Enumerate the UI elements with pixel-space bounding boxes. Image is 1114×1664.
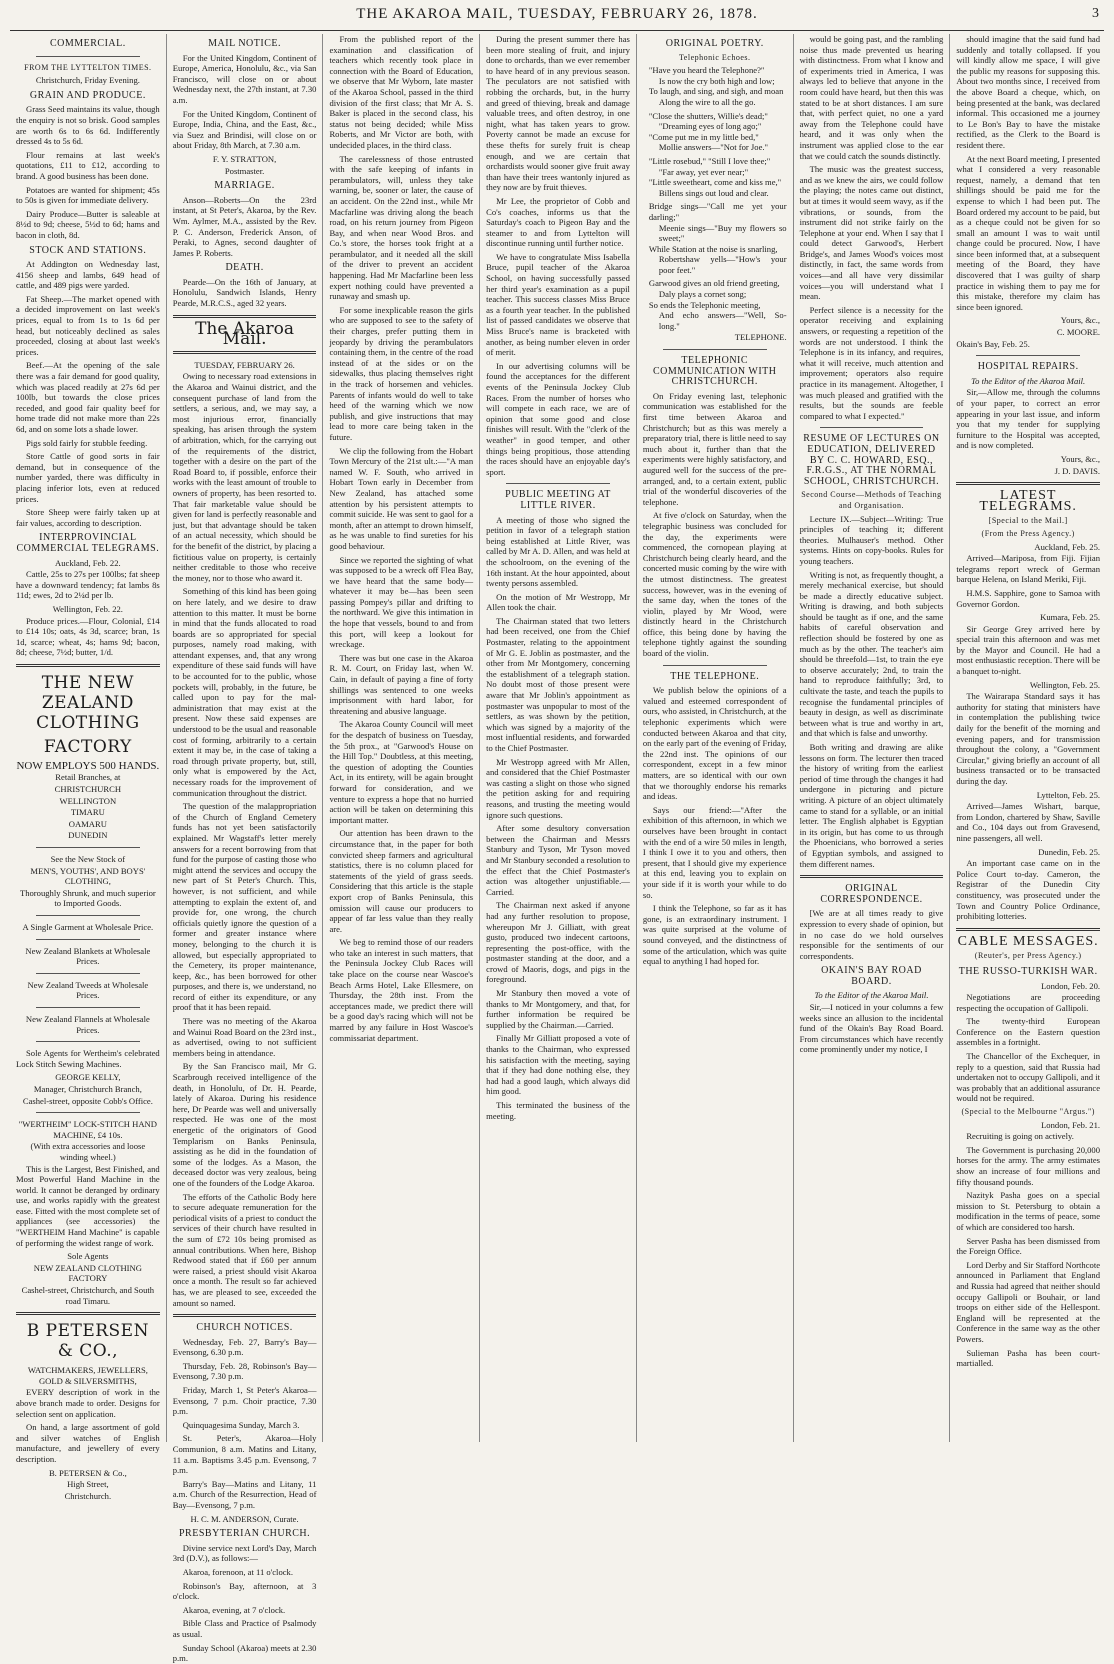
paragraph: Mr Westropp agreed with Mr Allen, and considered that the Chief Postmaster was casting a slight on those who signed the petition asking for and requiring reasons, and trusting the meeting would ignore such questions. [486, 756, 630, 820]
signature: Okain's Bay, Feb. 25. [956, 338, 1030, 349]
paragraph: The Akaroa County Council will meet for the despatch of business on Tuesday, the 5th prox., at "Garwood's House on the Hill Top." Doubtless, at this meeting, the question of adopting the Counties Act, in its entirety, will be again brought forward for consideration, and we venture to express a hope that no hurried action will be taken on determining this important matter. [329, 719, 474, 825]
ad-line: Thoroughly Shrunk, and much superior to Imported Goods. [19, 887, 156, 909]
paragraph: Sulieman Pasha has been court-martialled. [956, 1347, 1101, 1369]
signature: H. C. M. ANDERSON, Curate. [190, 1513, 299, 1524]
ad-line: Retail Branches, at [55, 772, 121, 783]
paragraph: The Chancellor of the Exchequer, in reply to a question, said that Russia had undertaken not to occupy Gallipoli, and it was probably that an additional assurance would not be required. [956, 1051, 1101, 1104]
columns [10, 34, 1106, 1664]
paragraph: would be going past, and the rambling noise thus made prevented us hearing with distinctness. From what I know and of experiments tried in America, I was always led to believe that anyone in the room could have heard, but then this was stated to be at short distances. I am sure that, with perfect quiet, no one a yard away from the Telephone could have heard, and it was only when the instrument was applied close to the ear that we could catch the sounds distinctly. [799, 34, 944, 161]
section-heading: GRAIN AND PRODUCE. [29, 89, 146, 101]
source-line: FROM THE LYTTELTON TIMES. [24, 62, 152, 72]
poem-line: Mollie answers—"Not for Joe." [658, 142, 769, 153]
section-heading: THE TELEPHONE. [670, 670, 760, 682]
section-heading: LATEST TELEGRAMS. [979, 488, 1077, 514]
subheading: [Special to the Mail.] [988, 516, 1068, 526]
paragraph: Both writing and drawing are alike lessons on form. The lecturer then traced the history of writing from the earliest period of time through the changes it had undergone in picturing and picture writing. A picture of an object ultimately came to stand for a syllable, or an initial letter. The English alphabet is Egyptian in its origin, but has come to us through the Phoenicians, who borrowed a series of Egyptian symbols, and assigned to them different names. [799, 742, 944, 869]
paragraph: Writing is not, as frequently thought, a merely mechanical exercise, but should be made a directly educative subject. Writing is drawing, and both subjects should be taught as if one, and the same habits of careful observation and reflection should be fostered by one as much as by the other. The teacher's aim should be threefold—1st, to train the eye to observe accurately; 2nd, to train the hand to reproduce faithfully; 3rd, to cultivate the taste, and teach the pupils to recognise the fundamental principles of beauty in design, as well as discriminate between what is true and worthy in art, and that which is false and unworthy. [799, 569, 944, 739]
poem-line: While Station at the noise is snarling, [648, 243, 778, 254]
signature: TELEPHONE. [734, 332, 787, 343]
column-6 [794, 34, 951, 1442]
section-heading: ORIGINAL POETRY. [665, 38, 764, 49]
paragraph: For the United Kingdom, Continent of Europe, India, China, and the East, &c., via Suez and Brindisi, will close on or about Friday, 8th March, at 7.30 a.m. [172, 108, 317, 151]
signature: C. MOORE. [1056, 327, 1101, 338]
paragraph: We beg to remind those of our readers who take an interest in such matters, that the Peninsula Jockey Club Races will take place on the course near Wascoe's Beach Arms Hotel, Lake Ellesmere, on Thursday, the 28th inst. From the acceptances made, we predict there will be a good day's racing which will not be marred by any failure in Host Wascoe's commissariat department. [329, 937, 474, 1043]
dateline: Wellington, Feb. 22. [52, 603, 123, 614]
paragraph: This terminated the business of the meeting. [486, 1100, 630, 1121]
divider [663, 349, 767, 350]
ad-line: Manager, Christchurch Branch, [33, 1083, 142, 1094]
paragraph: During the present summer there has been more stealing of fruit, and injury done to orchards, than we ever remember to have heard of in any previous season. The peculators are not satisfied with robbing the orchards, but, in the hurry and greed of thieving, break and damage valuable trees, and often destroy, in one night, what has taken years to grow. Poverty cannot be made an excuse for these thefts for surely fruit is cheap enough, and we are certain that orchardists would sooner give fruit away than have their trees wantonly injured as they now are by fruit thieves. [486, 34, 630, 193]
column-4 [480, 34, 637, 1442]
divider [36, 915, 140, 916]
letter-address: To the Editor of the Akaroa Mail. [814, 990, 929, 1001]
commercial-heading: COMMERCIAL. [49, 38, 126, 49]
signature: Postmaster. [224, 165, 265, 176]
ad-line: New Zealand Tweeds at Wholesale Prices. [27, 979, 149, 1001]
paragraph: By the San Francisco mail, Mr G. Scarbrough received intelligence of the death, in Honolulu, of Dr. H. Pearde, lately of Akaroa. During his residence here, Dr Pearde was well and universally respected. He was one of the most energetic of the originators of Good Templarism on Banks Peninsula, assisting as he did in the foundation of some of the lodges. As a Mason, the deceased doctor was very zealous, being one of the founders of the Lodge Akaroa. [172, 1061, 317, 1188]
paragraph: Negotiations are proceeding respecting the occupation of Gallipoli. [956, 992, 1101, 1013]
paragraph: On hand, a large assortment of gold and silver watches of English manufacture, and jewellery of every description. [16, 1422, 160, 1464]
dateline: Kumara, Feb. 25. [1040, 612, 1101, 623]
ad-divider [16, 664, 160, 667]
paragraph: Produce prices.—Flour, Colonial, £14 to £14 10s; oats, 4s 3d, scarce; bran, 1s 1d, scarce; wheat, 4s; hams 9d; bacon, 8d; cheese, 7½d; butter, 1/d. [16, 615, 160, 658]
poem-line: "Have you heard the Telephone?" [648, 65, 765, 76]
paragraph: Perfect silence is a necessity for the operator receiving and explaining answers, or requesting a repetition of the words are not understood. I think the Telephone is in its infancy, and requires, what it will receive, much attention and improvement; operators also require practice in its management. Altogether, I was much pleased and gratified with the results, but the sounds are feeble compared to what I expected." [799, 304, 944, 421]
ad-line: Cashel-street, Christchurch, and South road Timaru. [21, 1285, 155, 1306]
ad-line: Sole Agents [67, 1251, 109, 1262]
ad-line: WELLINGTON [59, 795, 117, 806]
paragraph: At Addington on Wednesday last, 4156 sheep and lambs, 649 head of cattle, and 489 pigs were yarded. [16, 259, 160, 291]
paragraph: Finally Mr Gilliatt proposed a vote of thanks to the Chairman, who expressed his satisfaction with the meeting, saying that if they had done nothing else, they had had a good laugh, which always did him good. [486, 1033, 630, 1097]
poem-line: So ends the Telephonic meeting, [648, 299, 761, 310]
section-heading: ORIGINAL CORRESPONDENCE. [820, 883, 923, 905]
dateline: London, Feb. 20. [1041, 980, 1101, 991]
paragraph: In our advertising columns will be found the acceptances for the different events of the Peninsula Jockey Club Races. From the number of horses who will compete in each race, we are of opinion that some good and close finishes will result. With the "clerk of the weather" in good temper, and other things being propitious, those attending the races should have an enjoyable day's sport. [486, 360, 630, 477]
paragraph: Barry's Bay—Matins and Litany, 11 a.m. Church of the Resurrection, Head of Bay—Evensong, 7 p.m. [172, 1478, 317, 1510]
ad-line: (With extra accessories and loose winding wheel.) [30, 1141, 146, 1162]
paragraph: Sole Agents for Wertheim's celebrated Lock Stitch Sewing Machines. [16, 1048, 160, 1069]
poem-title: Telephonic Echoes. [678, 52, 751, 62]
section-heading: HOSPITAL REPAIRS. [977, 361, 1079, 373]
divider [36, 1041, 140, 1042]
divider [800, 875, 944, 878]
paragraph: This is the Largest, Best Finished, and Most Powerful Hand Machine in the world. It cannot be deranged by ordinary use, and works rapidly with the greatest ease. Fitted with the most complete set of appliances (see accessories) the "WERTHEIM Hand Machine" is capable of performing the widest range of work. [16, 1163, 160, 1248]
section-heading: PUBLIC MEETING AT LITTLE RIVER. [505, 489, 611, 511]
paragraph: The Government is purchasing 20,000 horses for the army. The army estimates show an increase of four millions and fifty thousand pounds. [956, 1144, 1101, 1187]
divider [956, 928, 1100, 931]
ad-line: WATCHMAKERS, JEWELLERS, GOLD & SILVERSMITHS, [27, 1365, 148, 1386]
paragraph: Sir,—Allow me, through the columns of your paper, to correct an error appearing in your last issue, and inform you that my tender for supplying furniture to the Hospital was accepted, and is now completed. [956, 387, 1101, 451]
column-3 [323, 34, 480, 1442]
paragraph: I think the Telephone, so far as it has gone, is an extraordinary instrument. I was quite surprised at the volume of sound conveyed, and the distinctness of some of the articulation, which was quite equal to anything I had hoped for. [642, 903, 787, 967]
paragraph: Mr Lee, the proprietor of Cobb and Co's coaches, informs us that the Saturday's coach to Pigeon Bay and the steamer to and from Lyttelton will discontinue running until further notice. [486, 195, 630, 249]
paragraph: At the next Board meeting, I presented what I considered a very reasonable request, namely, a demand that ten shillings should be paid me for the expense to which I had been put. The Board ordered my account to be paid, but as a cheque could not be given for so small an amount I was to wait until change could be procured. Now, I have since been informed that, at a subsequent meeting of the Board, they have discovered that I was guilty of sharp practice in wishing them to pay me for this mistake, therefore my claim has since been ignored. [956, 153, 1101, 312]
paragraph: H.M.S. Sapphire, gone to Samoa with Governor Gordon. [956, 587, 1101, 609]
ad-line: TIMARU [70, 807, 105, 818]
paragraph: Cattle, 25s to 27s per 100lbs; fat sheep have a downward tendency; fat lambs 8s 11d; ewes, 2d to 2¼d per lb. [16, 569, 160, 601]
paragraph: The Chairman stated that two letters had been received, one from the Chief Postmaster, relating to the appointment of Mr G. E. Joblin as postmaster, and the other from Mr Montgomery, concerning the establishment of a telegraph station. No doubt most of those present were aware that Mr Joblin's appointment as postmaster was unpopular to most of the settlers, as was shown by the petition, which was signed by a majority of the most influential residents, and forwarded to the Chief Postmaster. [486, 615, 630, 753]
paragraph: Since we reported the sighting of what was supposed to be a wreck off Flea Bay, we have heard that the same body—whatever it may be—has been seen passing Pompey's pillar and drifting to the northward. We give this intimation in the hope that vessels, bound to and from this port, will keep a lookout for wreckage. [329, 554, 474, 650]
paragraph: Robinson's Bay, afternoon, at 3 o'clock. [172, 1580, 317, 1602]
paragraph: Store Cattle of good sorts in fair demand, but in consequence of the number yarded, there was difficulty in placing inferior lots, even at reduced prices. [16, 451, 160, 504]
paragraph: [We are at all times ready to give expression to every shade of opinion, but in no case do we hold ourselves responsible for the sentiments of our correspondents. [799, 908, 944, 961]
divider [976, 355, 1080, 356]
paragraph: From the published report of the examination and classification of teachers which recently took place in connection with the Board of Education, we observe that Mr Wyborn, late master of the Akaroa School, passed in the third division of the first class; that Mr A. S. Baker is placed in the second class, his status not being decided; while Miss Roberts, and Mr Victor are both, with undecided places, in the third class. [329, 34, 474, 150]
paragraph: Arrived—Mariposa, from Fiji. Fijian telegrams report wreck of German barque Helena, on Island Meriki, Fiji. [956, 553, 1101, 585]
poem-line: And echo answers—"Well, So-long." [658, 310, 787, 331]
paragraph: The question of the malappropriation of the Church of England Cemetery funds has not yet been satisfactorily explained. Mr Wagstaff's letter merely answers for a recent borrowing from that fund for the purpose of casting those who might attend the services and occupy the new part of St Peter's Church. This, however, is not sufficient, and while attempting to explain the extent of, and provide for, one wrong, the church officials quietly ignore the question of a former and greater instance where money, belonging to the church it is allowed, but especially appropriated to the Cemetery, its proper maintenance, keep, &c., has been borrowed for other purposes, and there is, we understand, no record of either its expenditure, or any proof that it has been repaid. [172, 801, 317, 1013]
divider [173, 315, 317, 318]
ad-line: High Street, [67, 1479, 109, 1490]
paragraph: At five o'clock on Saturday, when the telegraphic business was concluded for the day, the experiments were commenced, the cornopean playing at Christchurch being clearly heard, and the concerted music coming by the wire with the utmost distinctness. The greatest success, however, was in the evening of the same day, when the tones of the violin, played by Mr Wood, were distinctly heard in the Christchurch office, this being done by having the telephone tightly against the sounding board of the violin. [642, 510, 787, 659]
divider [36, 847, 140, 848]
paragraph: We clip the following from the Hobart Town Mercury of the 21st ult.:—"A man named W. F. South, who arrived in Hobart Town early in December from New Zealand, has attached some attention by his persistent attempts to commit suicide. He was sent to gaol for a month, after an attempt to drown himself, as he was unable to find sureties for his good behaviour. [329, 445, 474, 551]
divider [36, 1007, 140, 1008]
divider [173, 351, 317, 354]
top-rule [10, 30, 1104, 31]
paragraph: Sir,—I noticed in your columns a few weeks since an allusion to the incidental fund of the Okain's Bay Road Board. From circumstances which have recently come prominently under my notice, I [799, 1002, 944, 1055]
poem-line: Bridge sings—"Call me yet your darling;" [648, 201, 787, 222]
subheading: (Special to the Melbourne "Argus.") [961, 1107, 1095, 1117]
paragraph: Server Pasha has been dismissed from the Foreign Office. [956, 1235, 1101, 1257]
poem-line: "Little sweetheart, come and kiss me," [648, 177, 782, 188]
paragraph: Says our friend:—"After the exhibition of this afternoon, in which we ourselves have been brought in contact with the end of a wire 50 miles in length, I think I owe it to you and others, then present, that I should give my experience at this end, leaving you to explain on your side if it is worth your while to do so. [642, 804, 787, 900]
poem-line: Daly plays a cornet song; [658, 289, 747, 300]
paragraph: Sunday School (Akaroa) meets at 2.30 p.m. [172, 1642, 317, 1664]
ad-title: B PETERSEN & CO., [26, 1321, 149, 1362]
paragraph: Wednesday, Feb. 27, Barry's Bay—Evensong, 6.30 p.m. [172, 1336, 317, 1358]
paragraph: Something of this kind has been going on here lately, and we desire to draw attention to this matter. It must be borne in mind that the funds allocated to road boards are so appropriated for special purposes, namely road making, with attendant expenses, and, that any wrong expenditure of these said funds will have to be accounted for to the public, whose pockets will, probably, in the future, be called upon to pay for the mal-administration that may exist at the present. Now these said expenses are understood to be the usual and reasonable cost of forming, arbitrarily to a certain extent it may be, in the case of taking a road through private property, but, still, only what is empowered by the Act, necessary roads for the improvement of communication throughout the district. [172, 586, 317, 798]
section-heading: INTERPROVINCIAL COMMERCIAL TELEGRAMS. [16, 532, 160, 554]
paragraph: There was no meeting of the Akaroa and Wainui Road Board on the 23rd inst., as advertised, owing to not sufficient members being in attendance. [172, 1016, 317, 1058]
ad-line: New Zealand Flannels at Wholesale Prices. [25, 1013, 150, 1035]
paragraph: After some desultory conversation between the Chairman and Messrs Stanbury and Tyson, Mr Tyson moved and Mr Stanbury seconded a resolution to the effect that the Chief Postmaster's action was altogether unjustifiable.—Carried. [486, 823, 630, 897]
poem-line: "Dreaming eyes of long ago;" [658, 121, 762, 132]
paragraph: A meeting of those who signed the petition in favor of a telegraph station being established at Little River, was called by Mr A. D. Allen, and was held at the schoolroom, on the evening of the 16th instant. At the hour appointed, about twenty persons assembled. [486, 514, 630, 589]
column-2 [167, 34, 324, 1664]
paragraph: Recruiting is going on actively. [966, 1131, 1074, 1142]
poem-line: Along the wire to all the go. [658, 96, 756, 107]
divider [36, 973, 140, 974]
signature: F. Y. STRATTON, [212, 153, 277, 164]
section-heading: PRESBYTERIAN CHURCH. [179, 1528, 311, 1540]
poem-line: To laugh, and sing, and sigh, and moan [648, 86, 784, 97]
ad-line: Cashel-street, opposite Cobb's Office. [22, 1095, 153, 1106]
page-number: 3 [1092, 6, 1100, 21]
paragraph: We publish below the opinions of a valued and esteemed correspondent of ours, who assisted, in Christchurch, at the telephonic experiments which were conducted between Akaroa and that city, on the early part of the evening of Friday, the 22nd inst. The opinions of our correspondent, except in a few minor matters, are so identical with our own that we thoroughly endorse his remarks and ideas. [642, 685, 787, 802]
section-heading: THE RUSSO-TURKISH WAR. [958, 965, 1098, 977]
subheading: (Reuter's, per Press Agency.) [974, 951, 1082, 961]
ad-line: NOW EMPLOYS 500 HANDS. [16, 759, 160, 772]
dateline: Auckland, Feb. 25. [1034, 541, 1101, 552]
divider [36, 939, 140, 940]
paragraph: Friday, March 1, St Peter's Akaroa—Evensong, 7 p.m. Choir practice, 7.30 p.m. [172, 1385, 317, 1417]
paragraph: Fat Sheep.—The market opened with a decided improvement on last week's prices, equal to from 1s to 1s 6d per head, but noticeably declined as sales proceeded, closing at about last week's prices. [16, 293, 160, 357]
paragraph: Store Sheep were fairly taken up at fair values, according to description. [16, 507, 160, 528]
poem-line: Garwood gives an old friend greeting, [648, 278, 780, 289]
paragraph: St. Peter's, Akaroa—Holy Communion, 8 a.m. Matins and Litany, 11 a.m. Baptisms 3.45 p.m. Evensong, 7 p.m. [172, 1433, 317, 1476]
column-7 [950, 34, 1106, 1442]
letter-address: To the Editor of the Akaroa Mail. [971, 375, 1086, 386]
paragraph: Potatoes are wanted for shipment; 45s to 50s is given for immediate delivery. [16, 184, 160, 206]
ad-line: See the New Stock of [50, 854, 126, 865]
ad-line: MEN'S, YOUTHS', AND BOYS' CLOTHING, [30, 865, 146, 887]
poem-line: Billens sings out loud and clear. [658, 187, 769, 198]
paragraph: The twenty-third European Conference on the Eastern question assembles in a fortnight. [956, 1016, 1101, 1048]
paragraph: For some inexplicable reason the girls who are supposed to see to the safety of their charges, prefer putting them in jeopardy by driving the perambulators containing them, in the centre of the road instead of at the sides or on the sidewalks, thus placing themselves right in the track of horsemen and vehicles. Parents of infants would do well to take heed of the warning which we now publish, and give instructions that may lead to more care being taken in the future. [329, 304, 474, 442]
divider [506, 483, 610, 484]
paragraph: An important case came on in the Police Court to-day. Cameron, the Registrar of the Dunedin City constituency, was prosecuted under the Town and Country Police Ordinance, prohibiting lotteries. [956, 858, 1101, 922]
paragraph: Bible Class and Practice of Psalmody as usual. [172, 1618, 317, 1639]
poem-line: "Far away, yet ever near;" [658, 166, 749, 177]
dateline: Dunedin, Feb. 25. [1038, 846, 1101, 857]
paragraph: Beef.—At the opening of the sale there was a fair demand for good quality, which was placed readily at 27s 6d per 100lb, but towards the close prices receded, and good fair quality beef for home trade did not make more than 22s 6d, and on some lots a shade lower. [16, 360, 160, 434]
paragraph: Owing to necessary road extensions in the Akaroa and Wainui district, and the consequent purchase of land from the settlers, a serious, and, we may say, a most injurious error, financially speaking, has arisen through the system of arbitration, which, for the carrying out of the requirements of the district, together with a desire on the part of the Road Board to, if possible, enforce their works with the least amount of trouble to owners of property, has been resorted to. That fair marketable value should be given for land is perfectly reasonable and just, but that advantage should be taken of an actual necessity, which should be for the benefit of the district, by placing a fictitious value on property, is certainly neither creditable to those who receive the money, nor to those who award it. [172, 371, 317, 583]
ad-line: CHRISTCHURCH [54, 784, 122, 795]
newspaper-logo: The Akaroa Mail. [195, 318, 295, 350]
ad-line: New Zealand Blankets at Wholesale Prices. [25, 945, 151, 967]
paragraph: Arrived—James Wishart, barque, from London, chartered by Shaw, Saville and Co., 104 days out from Gravesend, nine passengers, all well. [956, 801, 1101, 843]
ad-title: THE NEW ZEALAND CLOTHING [36, 672, 140, 733]
paragraph: The Chairman next asked if anyone had any further resolution to propose, whereupon Mr J. Gilliatt, with great gusto, produced two indecent cartoons, representing the post-office, with the postmaster standing at the door, and a crowd of Maoris, dogs, and pigs in the foreground. [486, 900, 630, 985]
section-heading: DEATH. [225, 262, 264, 274]
subheading: (From the Press Agency.) [981, 528, 1075, 538]
section-heading: CABLE MESSAGES. [957, 933, 1099, 949]
poem-line: "Come put me in my little bed," [648, 131, 759, 142]
section-heading: MARRIAGE. [214, 180, 275, 192]
dateline: Christchurch, Friday Evening. [35, 75, 140, 86]
ad-line: OAMARU [68, 818, 107, 829]
section-heading: RESUME OF LECTURES ON EDUCATION, DELIVERED BY C. C. HOWARD, ESQ., F.R.G.S., AT THE NORMAL SCHOOL, CHRISTCHURCH. [803, 433, 940, 487]
paragraph: Our attention has been drawn to the circumstance that, in the paper for both convicted sheep farmers and agricultural statistics, there is no column placed for statements of the yield of grass seeds. Considering that this article is the staple export crop of Banks Peninsula, this omission will cause our producers to appear of far less value than they really are. [329, 828, 474, 934]
paragraph: The music was the greatest success, and as we knew the airs, we could follow the playing; the notes came out distinct, but at times it would seem wavy, as if the vibrations, or sounds, from the instrument did not strike fairly on the Telephone at your end. When I say that I could detect Garwood's, Herbert Bridge's, and James Wood's voices most distinctly, in fact, the same words from voices—and all have very dissimilar voices—you will understand what I mean. [799, 164, 944, 302]
divider [956, 482, 1100, 485]
paragraph: The efforts of the Catholic Body here to secure adequate remuneration for the periodical visits of a priest to conduct the services of their church have resulted in the sum of £72 10s being promised as annual contributions. When here, Bishop Redwood stated that if £60 per annum were raised, a priest should visit Akaroa once a month. The result so far achieved has, we are pleased to see, exceeded the amount so named. [172, 1191, 317, 1308]
masthead [10, 6, 1104, 28]
ad-line: "WERTHEIM" LOCK-STITCH HAND MACHINE, £4 10s. [18, 1119, 157, 1140]
paragraph: Divine service next Lord's Day, March 3rd (D.V.), as follows:— [172, 1542, 317, 1564]
subheading: Second Course—Methods of Teaching and Organisation. [801, 490, 942, 510]
divider [663, 665, 767, 666]
masthead-title: THE AKAROA MAIL, TUESDAY, FEBRUARY 26, 1878. [356, 6, 758, 22]
section-heading: STOCK AND STATIONS. [29, 244, 147, 256]
ad-line: DUNEDIN [68, 830, 108, 841]
paragraph: Lecture IX.—Subject—Writing: True principles of teaching it; different theories. Mulhauser's method. Other systems. Hints on copy-books. Rules for young teachers. [799, 513, 944, 566]
poem-line: Is now the cry both high and low; [658, 75, 775, 86]
section-heading: TELEPHONIC COMMUNICATION WITH CHRISTCHURCH. [652, 355, 777, 388]
paragraph: Pearde—On the 16th of January, at Honolulu, Sandwich Islands, Henry Pearde, M.R.C.S., aged 32 years. [172, 276, 317, 309]
paragraph: Lord Derby and Sir Stafford Northcote announced in Parliament that England and Russia had agreed that neither should occupy Gallipoli or Bouhair, or land troops on either side of the Hellespont. England will be represented at the Conference in the same way as the other Powers. [956, 1259, 1101, 1344]
signature: Yours, &c., [1060, 315, 1101, 326]
divider [820, 427, 924, 428]
dateline: London, Feb. 21. [1041, 1119, 1101, 1130]
paragraph: Nazityk Pasha goes on a special mission to St. Petersburg to obtain a modification in the terms of peace, some of which are considered too harsh. [956, 1190, 1101, 1232]
section-heading: MAIL NOTICE. [208, 38, 281, 49]
paragraph: Quinquagesima Sunday, March 3. [182, 1419, 300, 1430]
paragraph: Akaroa, forenoon, at 11 o'clock. [182, 1566, 294, 1577]
section-heading: OKAIN'S BAY ROAD BOARD. [821, 965, 922, 987]
paragraph: Dairy Produce—Butter is saleable at 8½d to 9d; cheese, 5½d to 6d; hams and bacon in cloth, 8d. [16, 208, 160, 240]
poem-line: Robertshaw yells—"How's your poor feet." [658, 254, 787, 275]
column-1 [10, 34, 167, 1501]
ad-line: A Single Garment at Wholesale Price. [22, 922, 154, 932]
paragraph: EVERY description of work in the above branch made to order. Designs for selection sent on application. [16, 1387, 160, 1419]
paragraph: Grass Seed maintains its value, though the enquiry is not so brisk. Good samples are worth 6s to 6s 6d. Indifferently dressed 4s to 5s 6d. [16, 104, 160, 147]
paragraph: Flour remains at last week's quotations, £11 to £12, according to brand. A good business has been done. [16, 149, 160, 181]
paragraph: Pigs sold fairly for stubble feeding. [26, 437, 148, 448]
paragraph: should imagine that the said fund had suddenly and totally collapsed. If you will kindly allow me space, I will give the public my reasons for supposing this. About two months since, I received from the above Board a cheque, which, on being presented at the bank, was declared informal. This occasioned me a journey to Le Bon's Bay to have the mistake rectified, as the Clerk to the Board is resident there. [956, 34, 1101, 150]
paragraph: The Wairarapa Standard says it has authority for stating that ministers have in contemplation the publishing twice daily for the benefit of the morning and evening papers, and for transmission throughout the colony, a "Government Circular," giving briefly an account of all business transacted or to be transacted during the day. [956, 691, 1101, 786]
signature: Yours, &c., [1060, 453, 1101, 464]
paragraph: The carelessness of those entrusted with the safe keeping of infants in perambulators, will, unless they take warning, be, sooner or later, the cause of an accident. On the 22nd inst., while Mr Macfarline was driving along the beach road, on his return journey from Pigeon Bay, and when near Wood Bros. and Co.'s store, the horses took fright at a perambulator, and it needed all the skill of the driver to prevent an accident happening. Had Mr Macfarline been less expert nothing could have prevented a runaway and smash up. [329, 153, 474, 302]
paragraph: Mr Stanbury then moved a vote of thanks to Mr Montgomery, and that, for further information be required be supplied by the Chairman.—Carried. [486, 988, 630, 1030]
column-5 [637, 34, 794, 1442]
section-heading: CHURCH NOTICES. [196, 1322, 293, 1334]
dateline: TUESDAY, FEBRUARY 26. [194, 359, 295, 370]
poem-line: "Little rosebud," "Still I love thee;" [648, 155, 771, 166]
dateline: Wellington, Feb. 25. [1029, 679, 1101, 690]
poem-line: Meenie sings—"Buy my flowers so sweet;" [658, 222, 787, 244]
paragraph: We have to congratulate Miss Isabella Bruce, pupil teacher of the Akaroa School, on having successfully passed her third year's examination as a pupil teacher. This success classes Miss Bruce as a fourth year teacher. In the published list of passed candidates we observe that Miss Bruce's name is bracketed with another, as being number eleven in order of merit. [486, 251, 630, 358]
ad-title: FACTORY [43, 736, 132, 757]
ad-line: NEW ZEALAND CLOTHING FACTORY [33, 1262, 142, 1284]
paragraph: Akaroa, evening, at 7 o'clock. [182, 1604, 286, 1615]
ad-line: B. PETERSEN & Co., [48, 1467, 127, 1478]
poem-line: "Close the shutters, Willie's dead;" [648, 110, 768, 121]
paragraph: For the United Kingdom, Continent of Europe, America, Honolulu, &c., via San Francisco, will close on or about Wednesday next, the 27th instant, at 7.30 a.m. [172, 52, 317, 105]
ad-line: Christchurch. [64, 1490, 112, 1501]
ad-line: GEORGE KELLY, [55, 1072, 121, 1083]
divider [36, 56, 140, 57]
paragraph: There was but one case in the Akaroa R. M. Court, on Friday last, when W. Cain, in default of paying a fine of forty shillings was sentenced to one weeks imprisonment with hard labor, for threatening and abusive language. [329, 652, 474, 716]
signature: J. D. DAVIS. [1054, 465, 1101, 476]
paragraph: On the motion of Mr Westropp, Mr Allen took the chair. [486, 591, 630, 613]
divider [36, 1112, 140, 1113]
divider [173, 1314, 317, 1317]
paragraph: On Friday evening last, telephonic communication was established for the first time between Akaroa and Christchurch; but as this was merely a preparatory trial, there is little need to say much about it, further than that the experiments were highly satisfactory, and augured well for the success of the pre-arranged, and, to a certain extent, public trial of the wonderful discoveries of the telephone. [642, 390, 787, 507]
dateline: Auckland, Feb. 22. [55, 557, 121, 568]
ad-divider [16, 1312, 160, 1315]
paragraph: Thursday, Feb. 28, Robinson's Bay—Evensong, 7.30 p.m. [172, 1360, 317, 1382]
paragraph: Sir George Grey arrived here by special train this afternoon and was met by the Mayor and Council. He had a most enthusiastic reception. There will be a banquet to-night. [956, 623, 1101, 677]
dateline: Lyttelton, Feb. 25. [1036, 789, 1101, 800]
paragraph: Anson—Roberts—On the 23rd instant, at St Peter's, Akaroa, by the Rev. Wm. Aylmer, M.A., assisted by the Rev. P. C. Anderson, Frederick Anson, of Peraki, to Agnes, second daughter of James P. Roberts. [172, 194, 317, 258]
